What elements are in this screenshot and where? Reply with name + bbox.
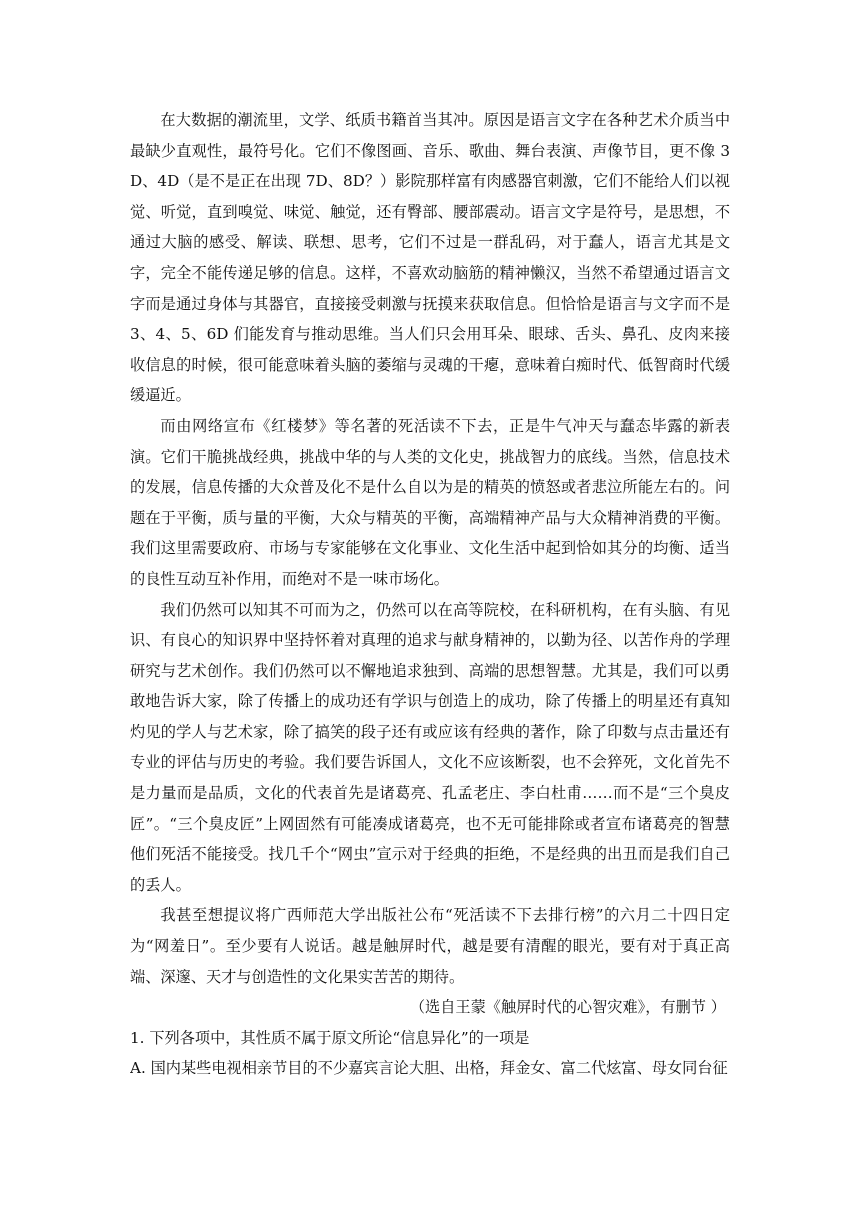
article-source: （选自王蒙《触屏时代的心智灾难》，有删节 ） [409,998,726,1017]
article-paragraph-2: 而由网络宣布《红楼梦》等名著的死活读不下去，正是牛气冲天与蠢态毕露的新表演。它们干脆挑战经典，挑战中华的与人类的文化史，挑战智力的底线。当然，信息技术的发展，信息传播的大众普及化不是什么自以为是的精英的愤怒或者悲泣所能左右的。问题在于平衡，质与量的平衡，大众与精英的平衡，高端精神产品与大众精神消费的平衡。我们这里需要政府、市场与专家能够在文化事业、文化生活中起到恰如其分的均衡、适当的良性互动互补作用，而绝对不是一味市场化。 [130,416,730,588]
question-stem: 1. 下列各项中，其性质不属于原文所论“信息异化”的一项是 [130,1028,530,1047]
question-option-a: A. 国内某些电视相亲节目的不少嘉宾言论大胆、出格，拜金女、富二代炫富、母女同台征 [130,1059,728,1078]
article-paragraph-1: 在大数据的潮流里，文学、纸质书籍首当其冲。原因是语言文字在各种艺术介质当中最缺少直观性，最符号化。它们不像图画、音乐、歌曲、舞台表演、声像节目，更不像 3D、4D（是不是正在出现 7D、8D？）影院那样富有肉感器官刺激，它们不能给人们以视觉、听觉，直到嗅觉、味觉、触觉，还有臀部、腰部震动。语言文字是符号，是思想，不通过大脑的感受、解读、联想、思考，它们不过是一群乱码，对于蠢人，语言尤其是文字，完全不能传递足够的信息。这样，不喜欢动脑筋的精神懒汉，当然不希望通过语言文字而是通过身体与其器官，直接接受刺激与抚摸来获取信息。但恰恰是语言与文字而不是 3、4、5、6D 们能发育与推动思维。当人们只会用耳朵、眼球、舌头、鼻孔、皮肉来接收信息的时候，很可能意味着头脑的萎缩与灵魂的干瘪，意味着白痴时代、低智商时代缓缓逼近。 [130,111,730,405]
article-paragraph-4: 我甚至想提议将广西师范大学出版社公布“死活读不下去排行榜”的六月二十四日定为“网羞日”。至少要有人说话。越是触屏时代，越是要有清醒的眼光，要有对于真正高端、深邃、天才与创造性的文化果实苦苦的期待。 [130,906,730,986]
article-paragraph-3: 我们仍然可以知其不可而为之，仍然可以在高等院校，在科研机构，在有头脑、有见识、有良心的知识界中坚持怀着对真理的追求与献身精神的，以勤为径、以苦作舟的学理研究与艺术创作。我们仍然可以不懈地追求独到、高端的思想智慧。尤其是，我们可以勇敢地告诉大家，除了传播上的成功还有学识与创造上的成功，除了传播上的明星还有真知灼见的学人与艺术家，除了搞笑的段子还有或应该有经典的著作，除了印数与点击量还有专业的评估与历史的考验。我们要告诉国人，文化不应该断裂，也不会猝死，文化首先不是力量而是品质，文化的代表首先是诸葛亮、孔孟老庄、李白杜甫……而不是“三个臭皮匠”。“三个臭皮匠”上网固然有可能凑成诸葛亮，也不无可能排除或者宣布诸葛亮的智慧他们死活不能接受。找几千个“网虫”宣示对于经典的拒绝，不是经典的出丑而是我们自己的丢人。 [130,600,730,894]
document-page [130,105,730,1084]
